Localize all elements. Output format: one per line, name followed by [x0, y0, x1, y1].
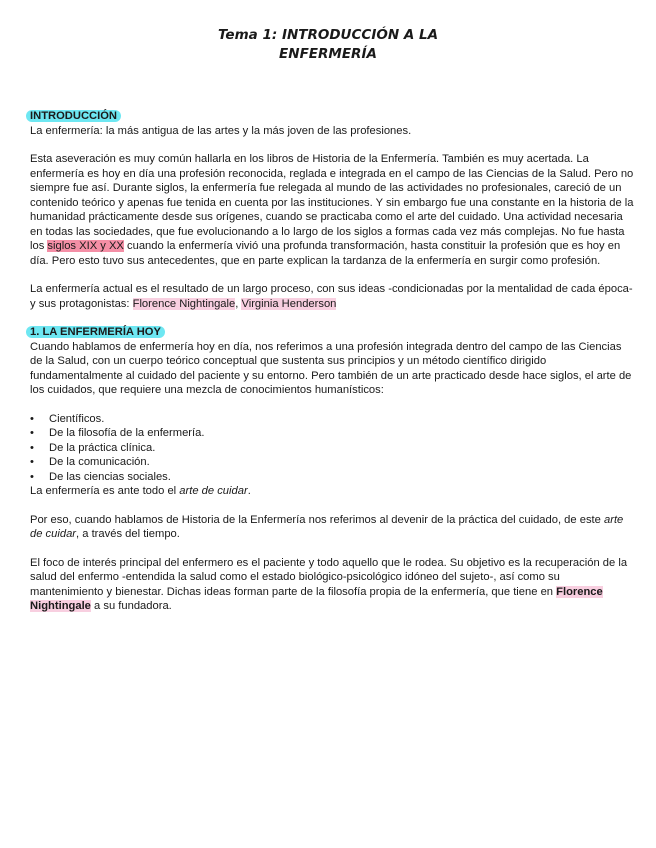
section-1-heading-text: 1. LA ENFERMERÍA HOY	[26, 326, 165, 338]
list-item: • Científicos.	[30, 412, 636, 427]
knowledge-list	[30, 412, 636, 485]
art-line-text-a: La enfermería es ante todo el	[30, 485, 180, 497]
document-body	[30, 109, 636, 614]
name-highlight-nightingale: Florence Nightingale	[132, 297, 236, 310]
section-1-paragraph-2	[30, 513, 636, 542]
title-line-2: ENFERMERÍA	[279, 46, 377, 62]
list-item: • De las ciencias sociales.	[30, 470, 636, 485]
intro-paragraph-1-text-a: Esta aseveración es muy común hallarla en los libros de Historia de la Enfermería. También es muy acertada. La enfermería es hoy en día una profesión reconocida, reglada e integrada en el campo de las Ciencias de la Salud. Pero no siempre fue así. Durante siglos, la enfermería fue relegada al mundo de las actividades no profesionales, careció de un contenido teórico y apenas fue tenida en cuenta por las instituciones. Y sin embargo fue una constante en la historia de la humanidad prácticamente desde sus orígenes, cuando se practicaba como el arte del cuidado. Una actividad necesaria en todas las sociedades, que fue evolucionando a lo largo de los siglos a formas cada vez más complejas. No fue hasta los	[30, 153, 634, 252]
name-highlight-henderson: Virginia Henderson	[241, 297, 337, 310]
list-item: • De la filosofía de la enfermería.	[30, 426, 636, 441]
section-1-paragraph-2-emphasis: arte de cuidar	[30, 513, 624, 540]
intro-paragraph-1-text-b: cuando la enfermería vivió una profunda transformación, hasta constituir la profesión que es hoy en día. Pero esto tuvo sus antecedentes, que en parte explican la tardanza de la enfermería en surgir como profesión.	[30, 240, 621, 267]
list-item: • De la comunicación.	[30, 455, 636, 470]
intro-paragraph-2	[30, 282, 636, 311]
intro-paragraph-1	[30, 152, 636, 268]
document-title	[0, 26, 656, 64]
section-1-paragraph-2-text-b: , a través del tiempo.	[76, 528, 180, 540]
section-1-paragraph-2-text-a: Por eso, cuando hablamos de Historia de la Enfermería nos referimos al devenir de la práctica del cuidado, de este	[30, 513, 604, 526]
list-item: • De la práctica clínica.	[30, 441, 636, 456]
founder-name-highlight: Florence Nightingale	[30, 585, 603, 612]
art-of-caring-line	[30, 484, 636, 499]
intro-heading-text: INTRODUCCIÓN	[26, 110, 121, 122]
section-1-paragraph-3-text-a: El foco de interés principal del enfermero es el paciente y todo aquello que le rodea. Su objetivo es la recuperación de la salud del enfermo -entendida la salud como el estado biológico-psicológico idóneo del sujeto-, así como su mantenimiento y bienestar. Dichas ideas forman parte de la filosofía propia de la enfermería, que tiene en	[30, 556, 628, 598]
intro-heading	[30, 109, 121, 124]
intro-paragraph-2-text: La enfermería actual es el resultado de un largo proceso, con sus ideas -condicionadas por la mentalidad de cada época- y sus protagonistas:	[30, 283, 633, 310]
intro-tagline: La enfermería: la más antigua de las artes y la más joven de las profesiones.	[30, 124, 412, 137]
section-1-paragraph-3	[30, 556, 636, 614]
art-line-text-b: .	[247, 485, 251, 497]
centuries-highlight: siglos XIX y XX	[47, 240, 124, 252]
title-line-1: Tema 1: INTRODUCCIÓN A LA	[217, 27, 439, 43]
art-line-emphasis: arte de cuidar	[179, 485, 248, 497]
section-1-heading	[30, 325, 165, 340]
name-separator: ,	[235, 297, 242, 310]
section-1-paragraph-3-text-b: a su fundadora.	[90, 600, 172, 612]
section-1-paragraph-1: Cuando hablamos de enfermería hoy en día, nos referimos a una profesión integrada dentro del campo de las Ciencias de la Salud, con un cuerpo teórico conceptual que sustenta sus principios y un método científico dirigido fundamentalmente al cuidado del paciente y su entorno. Pero también de un arte practicado desde hace siglos, el arte de los cuidados, que requiere una mezcla de conocimientos humanísticos:	[30, 340, 632, 396]
